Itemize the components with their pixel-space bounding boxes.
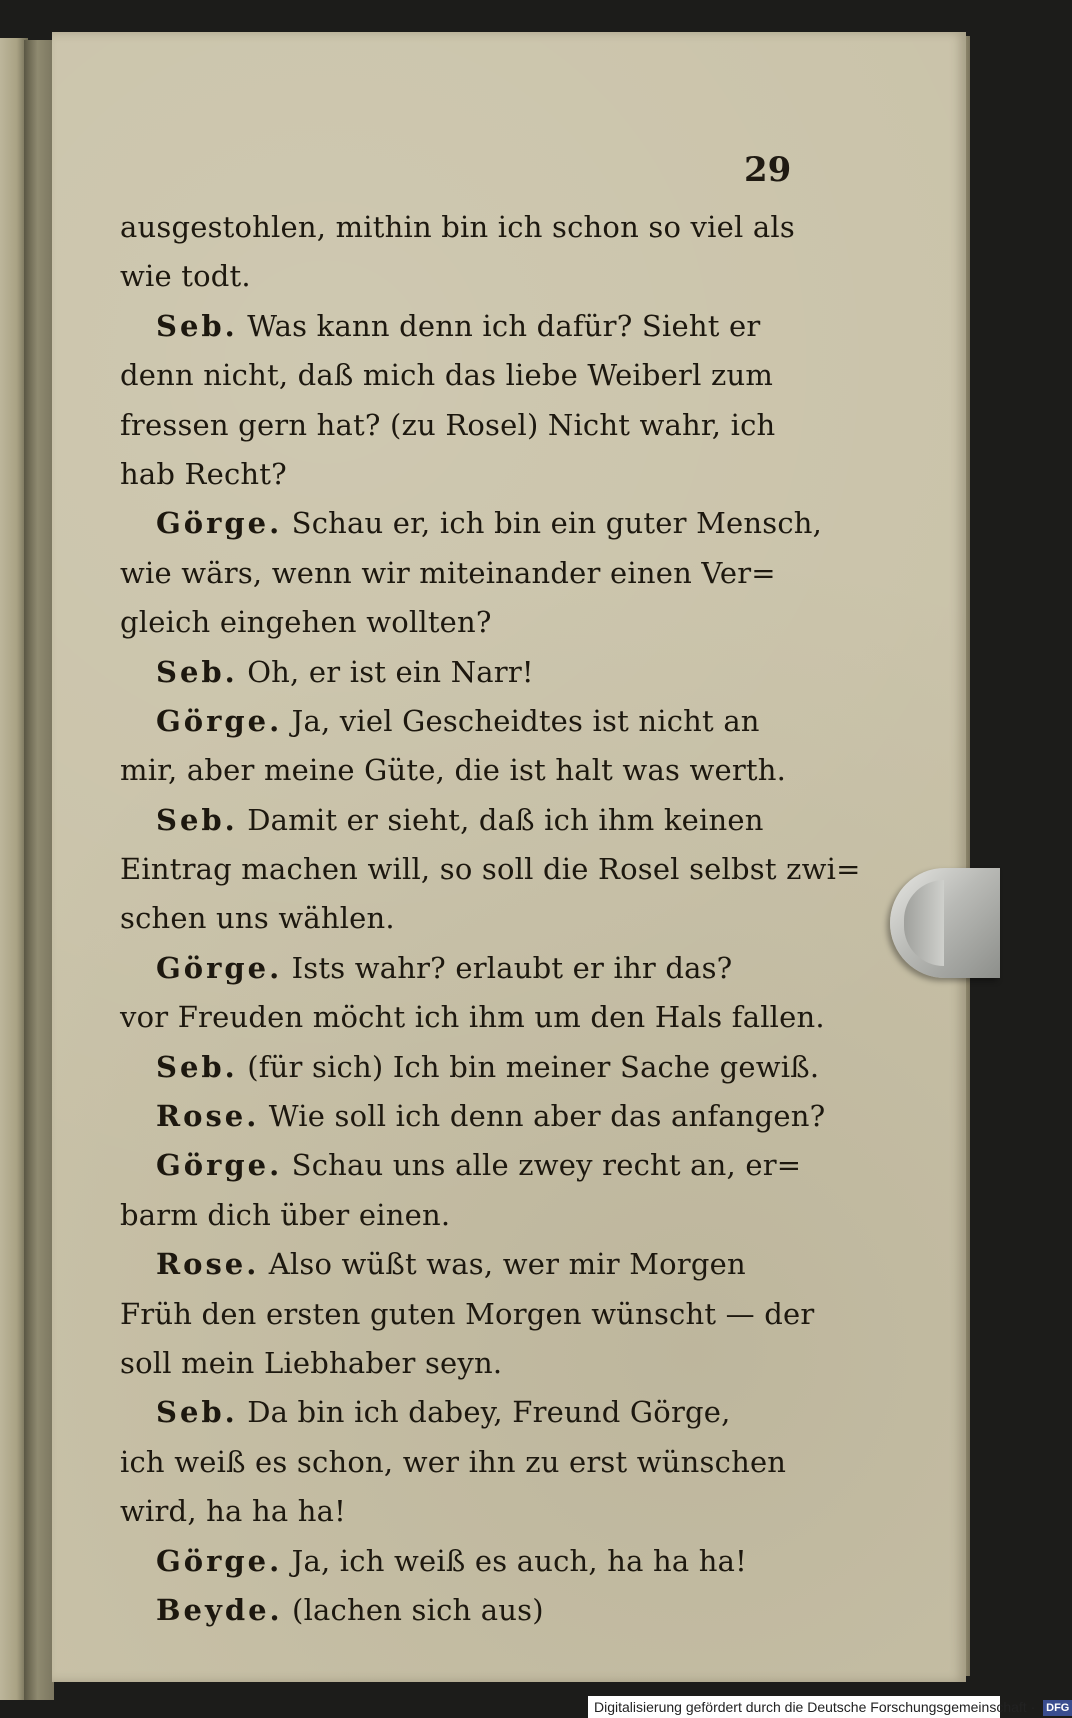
speaker-name: Seb. <box>156 1395 238 1430</box>
book-spine <box>24 40 54 1700</box>
text-line <box>120 697 810 746</box>
digitization-credit-text: Digitalisierung gefördert durch die Deutsche Forschungsgemeinschaft · <box>594 1699 1036 1715</box>
speaker-name: Görge. <box>156 1543 283 1578</box>
text-line <box>120 894 810 943</box>
line-text: Also wüßt was, wer mir Morgen <box>259 1247 746 1282</box>
line-text: soll mein Liebhaber seyn. <box>120 1345 503 1380</box>
text-line <box>120 1586 810 1635</box>
page-number: 29 <box>744 150 792 190</box>
speaker-name: Görge. <box>156 703 283 738</box>
text-line <box>120 1290 815 1339</box>
line-text: Da bin ich dabey, Freund Görge, <box>237 1395 731 1430</box>
speaker-name: Seb. <box>156 1049 238 1084</box>
line-text: Ists wahr? erlaubt er ihr das? <box>282 950 733 985</box>
text-line <box>120 944 810 993</box>
text-line <box>120 993 825 1042</box>
line-text: wie todt. <box>120 259 251 294</box>
line-text: Ja, viel Gescheidtes ist nicht an <box>282 703 760 738</box>
speaker-name: Rose. <box>156 1247 260 1282</box>
digitization-credit <box>588 1696 1070 1718</box>
speaker-name: Görge. <box>156 506 283 541</box>
speaker-name: Seb. <box>156 308 238 343</box>
line-text: gleich eingehen wollten? <box>120 605 492 640</box>
text-line <box>120 1537 810 1586</box>
line-text: Oh, er ist ein Narr! <box>237 654 534 689</box>
line-text: wird, ha ha ha! <box>120 1494 346 1529</box>
line-text: (lachen sich aus) <box>282 1592 544 1627</box>
line-text: ich weiß es schon, wer ihn zu erst wünschen <box>120 1444 787 1479</box>
line-text: Schau uns alle zwey recht an, er= <box>282 1148 802 1183</box>
text-line <box>120 796 810 845</box>
line-text: barm dich über einen. <box>120 1197 451 1232</box>
speaker-name: Beyde. <box>156 1592 283 1627</box>
text-line <box>120 1339 810 1388</box>
text-line <box>120 1388 810 1437</box>
line-text: schen uns wählen. <box>120 901 395 936</box>
line-text: Früh den ersten guten Morgen wünscht — der <box>120 1296 815 1331</box>
text-line <box>120 1240 810 1289</box>
line-text: Schau er, ich bin ein guter Mensch, <box>282 506 823 541</box>
text-line <box>120 549 810 598</box>
text-line <box>120 845 861 894</box>
text-line <box>120 351 810 400</box>
text-line <box>120 203 810 252</box>
line-text: Damit er sieht, daß ich ihm keinen <box>237 802 764 837</box>
line-text: denn nicht, daß mich das liebe Weiberl zum <box>120 358 774 393</box>
text-line <box>120 499 823 548</box>
line-text: fressen gern hat? (zu Rosel) Nicht wahr, ich <box>120 407 776 442</box>
text-line <box>120 1438 810 1487</box>
speaker-name: Görge. <box>156 950 283 985</box>
text-line <box>120 401 810 450</box>
dfg-logo: DFG <box>1043 1700 1072 1716</box>
line-text: hab Recht? <box>120 456 287 491</box>
text-line <box>120 1141 810 1190</box>
page-text-block <box>120 203 861 1635</box>
line-text: wie wärs, wenn wir miteinander einen Ver= <box>120 555 776 590</box>
line-text: Was kann denn ich dafür? Sieht er <box>237 308 761 343</box>
text-line <box>120 1191 810 1240</box>
page-clip <box>890 868 1000 978</box>
speaker-name: Rose. <box>156 1099 260 1134</box>
line-text: (für sich) Ich bin meiner Sache gewiß. <box>237 1049 820 1084</box>
text-line <box>120 1092 826 1141</box>
text-line <box>120 598 810 647</box>
speaker-name: Seb. <box>156 802 238 837</box>
text-line <box>120 302 810 351</box>
line-text: ausgestohlen, mithin bin ich schon so viel als <box>120 210 795 244</box>
line-text: Ja, ich weiß es auch, ha ha ha! <box>282 1543 748 1578</box>
line-text: vor Freuden möcht ich ihm um den Hals fallen. <box>120 1000 825 1035</box>
line-text: Wie soll ich denn aber das anfangen? <box>259 1099 826 1134</box>
speaker-name: Seb. <box>156 654 238 689</box>
text-line <box>120 450 810 499</box>
text-line <box>120 1043 820 1092</box>
text-line <box>120 746 810 795</box>
page-clip-inner <box>904 880 944 966</box>
text-line <box>120 1487 810 1536</box>
speaker-name: Görge. <box>156 1148 283 1183</box>
line-text: mir, aber meine Güte, die ist halt was werth. <box>120 753 787 788</box>
line-text: Eintrag machen will, so soll die Rosel selbst zwi= <box>120 852 861 887</box>
text-line <box>120 648 810 697</box>
text-line <box>120 252 810 301</box>
